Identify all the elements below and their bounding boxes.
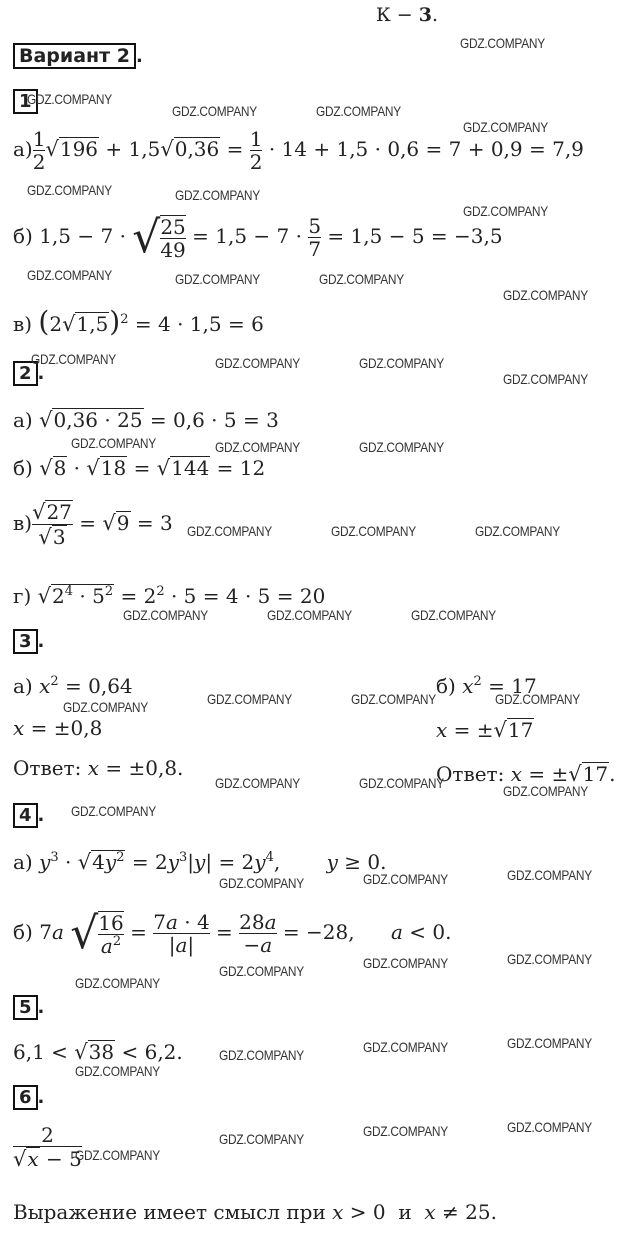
task-2g: г) $√2^4 \cdot 5^2 = 2^2 \cdot 5 = 4 \cdot 5 = 20$	[13, 584, 326, 608]
watermark: GDZ.COMPANY	[463, 203, 548, 219]
task-1a: а) $\frac{1}{2}$ √196 + 1,5√0,36 = $\frac{1}{2}$ · 14 + 1,5 · 0,6 = 7 + 0,9 = 7,9	[13, 127, 584, 174]
watermark: GDZ.COMPANY	[71, 435, 156, 451]
task-3-number: 3 .	[13, 630, 44, 654]
task-6-conclusion: Выражение имеет смысл при x > 0 и x ≠ 25.	[13, 1200, 497, 1224]
watermark: GDZ.COMPANY	[503, 371, 588, 387]
watermark: GDZ.COMPANY	[495, 691, 580, 707]
watermark: GDZ.COMPANY	[75, 1063, 160, 1079]
watermark: GDZ.COMPANY	[507, 1119, 592, 1135]
watermark: GDZ.COMPANY	[31, 351, 116, 367]
task-1-number: 1	[13, 90, 38, 114]
task-6-fraction: $\frac{2}{√x - 5}$	[13, 1123, 82, 1171]
watermark: GDZ.COMPANY	[507, 951, 592, 967]
variant-title: Вариант 2 .	[13, 44, 143, 68]
task-2-number: 2 .	[13, 362, 44, 386]
watermark: GDZ.COMPANY	[475, 523, 560, 539]
task-3b-line1: б) $x^2 = 17$	[436, 674, 537, 698]
watermark: GDZ.COMPANY	[63, 699, 148, 715]
watermark: GDZ.COMPANY	[27, 267, 112, 283]
watermark: GDZ.COMPANY	[172, 103, 257, 119]
watermark: GDZ.COMPANY	[75, 1147, 160, 1163]
task-3a-line2: x = ±0,8	[13, 716, 103, 740]
task-4b: б) 7a √ $\frac{16}{a^2}$ = $\frac{7a \cdot 4}{|a|}$ = $\frac{28a}{-a}$ = −28, a < 0.	[13, 908, 452, 959]
watermark: GDZ.COMPANY	[411, 607, 496, 623]
watermark: GDZ.COMPANY	[267, 607, 352, 623]
watermark: GDZ.COMPANY	[460, 35, 545, 51]
watermark: GDZ.COMPANY	[175, 271, 260, 287]
task-2a: а) √0,36 · 25 = 0,6 · 5 = 3	[13, 408, 279, 432]
watermark: GDZ.COMPANY	[363, 1039, 448, 1055]
watermark: GDZ.COMPANY	[507, 867, 592, 883]
watermark: GDZ.COMPANY	[319, 271, 404, 287]
watermark: GDZ.COMPANY	[363, 871, 448, 887]
watermark: GDZ.COMPANY	[71, 803, 156, 819]
watermark: GDZ.COMPANY	[507, 1035, 592, 1051]
watermark: GDZ.COMPANY	[359, 355, 444, 371]
watermark: GDZ.COMPANY	[316, 103, 401, 119]
watermark: GDZ.COMPANY	[351, 691, 436, 707]
watermark: GDZ.COMPANY	[503, 783, 588, 799]
task-5-number: 5 .	[13, 996, 44, 1020]
watermark: GDZ.COMPANY	[175, 187, 260, 203]
task-4-number: 4 .	[13, 804, 44, 828]
task-1v: в) $(2√1,5)^2 = 4 \cdot 1,5 = 6$	[13, 305, 264, 338]
task-4a: а) $y^3 \cdot √4y^2 = 2y^3|y| = 2y^4$, y ≥ 0.	[13, 850, 387, 874]
task-2b: б) √8 · √18 = √144 = 12	[13, 456, 266, 480]
watermark: GDZ.COMPANY	[27, 182, 112, 198]
watermark: GDZ.COMPANY	[27, 91, 112, 107]
watermark: GDZ.COMPANY	[75, 975, 160, 991]
watermark: GDZ.COMPANY	[359, 439, 444, 455]
watermark: GDZ.COMPANY	[219, 1047, 304, 1063]
watermark: GDZ.COMPANY	[363, 1123, 448, 1139]
watermark: GDZ.COMPANY	[503, 287, 588, 303]
task-6-number: 6 .	[13, 1086, 44, 1110]
task-3a-line1: а) $x^2 = 0,64$	[13, 674, 133, 698]
task-2v: в) $\frac{√27}{√3}$ = √9 = 3	[13, 500, 173, 550]
task-5-text: 6,1 < √38 < 6,2.	[13, 1040, 183, 1064]
watermark: GDZ.COMPANY	[123, 607, 208, 623]
task-3b-line2: x = ±√17	[436, 718, 534, 742]
watermark: GDZ.COMPANY	[215, 775, 300, 791]
watermark: GDZ.COMPANY	[331, 523, 416, 539]
header-label: К − 3.	[376, 4, 438, 26]
watermark: GDZ.COMPANY	[215, 355, 300, 371]
watermark: GDZ.COMPANY	[219, 1131, 304, 1147]
task-1b: б) 1,5 − 7 · √ $\frac{25}{49}$ = 1,5 − 7 · $\frac{5}{7}$ = 1,5 − 5 = −3,5	[13, 212, 503, 263]
watermark: GDZ.COMPANY	[359, 775, 444, 791]
watermark: GDZ.COMPANY	[219, 875, 304, 891]
task-3b-answer: Ответ: x = ±√17.	[436, 762, 616, 786]
watermark: GDZ.COMPANY	[463, 119, 548, 135]
watermark: GDZ.COMPANY	[219, 963, 304, 979]
watermark: GDZ.COMPANY	[215, 439, 300, 455]
task-3a-answer: Ответ: x = ±0,8.	[13, 756, 184, 780]
watermark: GDZ.COMPANY	[187, 523, 272, 539]
watermark: GDZ.COMPANY	[207, 691, 292, 707]
watermark: GDZ.COMPANY	[363, 955, 448, 971]
